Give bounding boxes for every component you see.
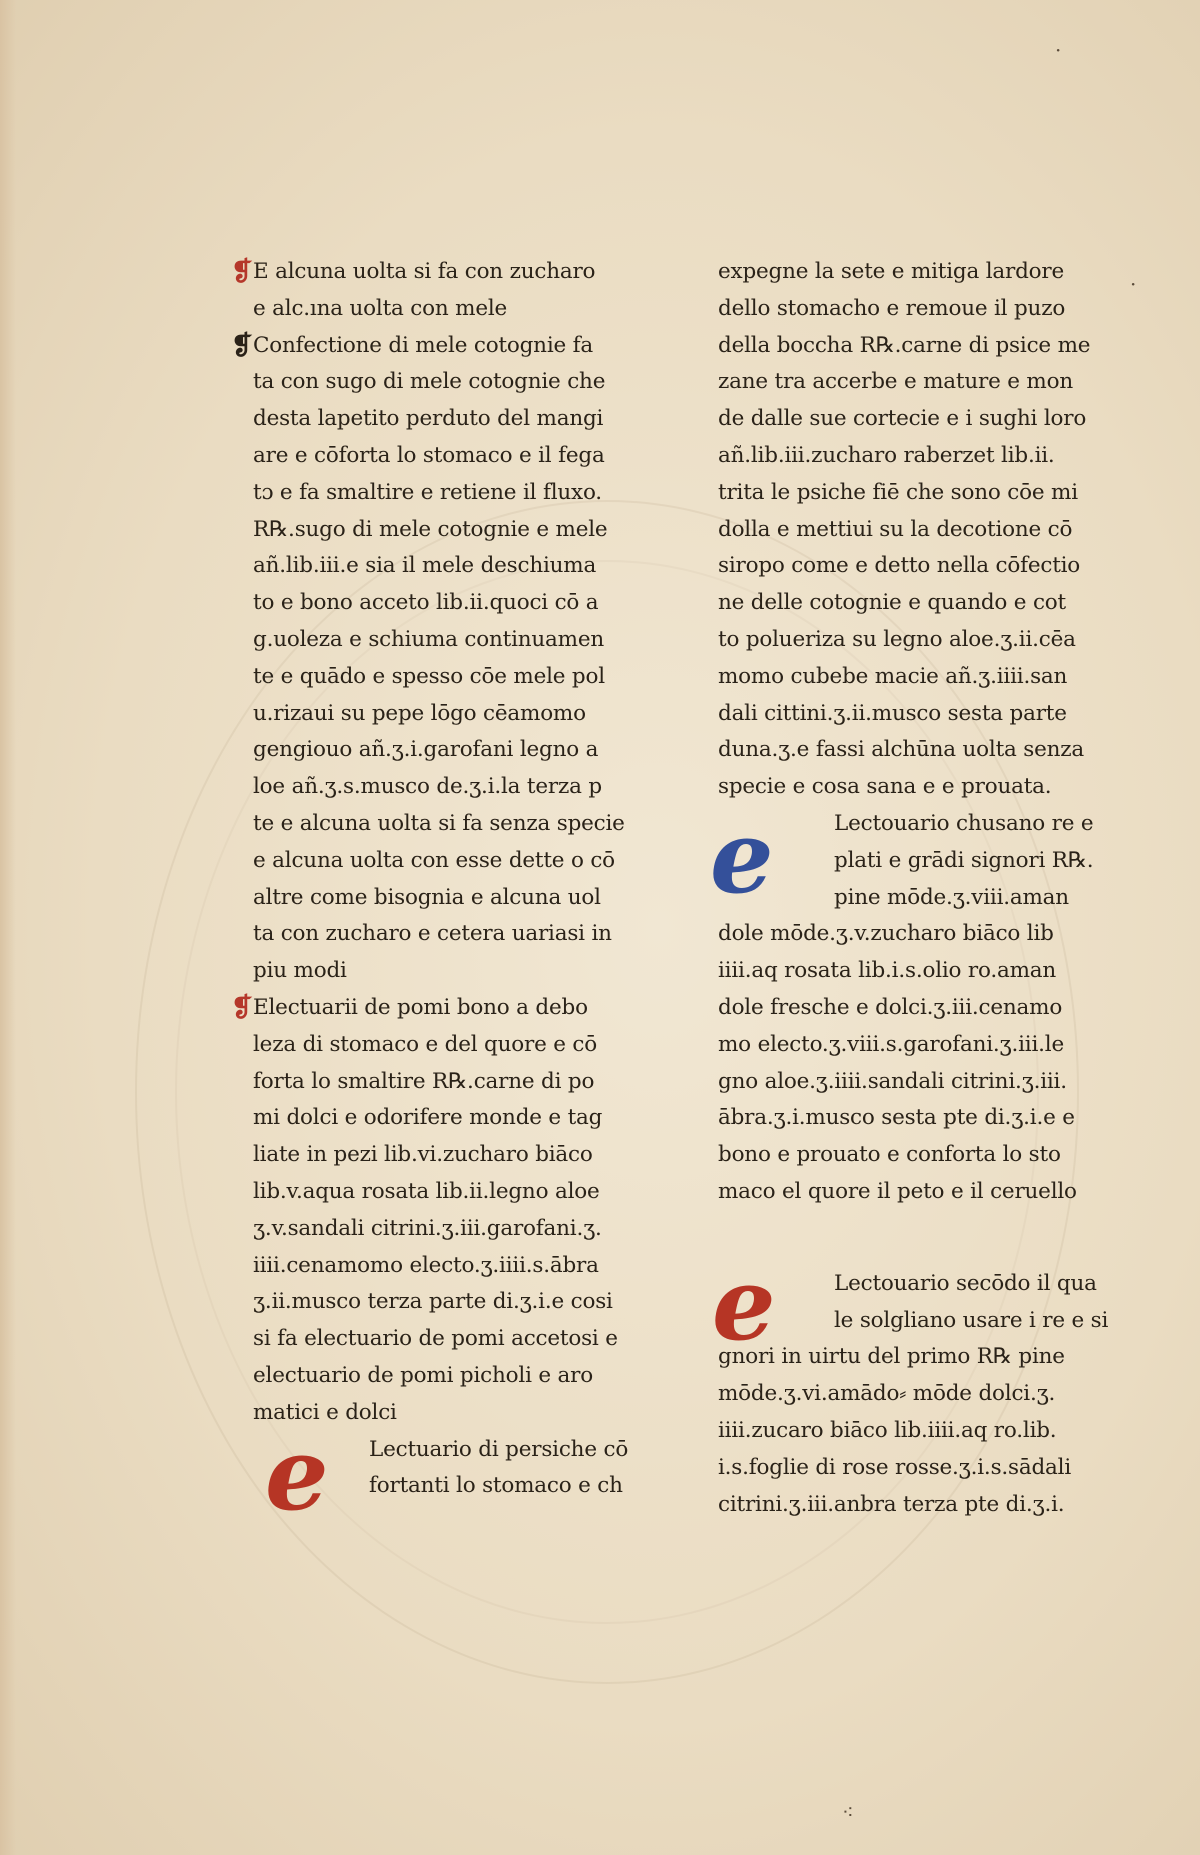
text-line: plati e grādi signori R℞. xyxy=(834,847,1094,873)
text-line: e alc.ına uolta con mele xyxy=(253,295,508,321)
text-line: ne delle cotognie e quando e cot xyxy=(718,590,1066,616)
line-text: Electuarii de pomi bono a debo xyxy=(253,994,588,1020)
text-line: zane tra accerbe e mature e mon xyxy=(718,369,1073,395)
line-text: Confectione di mele cotognie fa xyxy=(253,332,594,358)
text-line: expegne la sete e mitiga lardore xyxy=(718,259,1065,284)
text-line: trita le psiche fiē che sono cōe mi xyxy=(718,479,1078,505)
text-line: lib.v.aqua rosata lib.ii.legno aloe xyxy=(253,1178,600,1204)
text-line: siropo come e detto nella cōfectio xyxy=(718,553,1081,579)
text-line xyxy=(231,254,673,291)
text-line: dole fresche e dolci.ʒ.iii.cenamo xyxy=(718,994,1063,1020)
text-line: fortanti lo stomaco e ch xyxy=(369,1473,623,1499)
page-edge xyxy=(0,0,16,1855)
page-mark-dot: · xyxy=(1055,38,1062,62)
text-line: le solgliano usare i re e si xyxy=(834,1307,1109,1333)
paragraph-mark-icon: ❡ xyxy=(231,330,253,361)
page-mark-dot: ⁖ xyxy=(842,1800,854,1824)
text-line: Lectouario chusano re e xyxy=(834,810,1094,836)
text-line: della boccha R℞.carne di psice me xyxy=(718,332,1091,358)
text-line: ta con sugo di mele cotognie che xyxy=(253,369,606,395)
text-line: altre come bisognia e alcuna uol xyxy=(253,884,601,910)
text-line: iiii.zucaro biāco lib.iiii.aq ro.lib. xyxy=(718,1417,1057,1443)
text-line: leza di stomaco e del quore e cō xyxy=(253,1031,597,1057)
text-line: dolla e mettiui su la decotione cō xyxy=(718,516,1073,542)
page-mark-dot: · xyxy=(1130,272,1137,296)
text-line: dello stomacho e remoue il puzo xyxy=(718,295,1066,321)
text-line: te e alcuna uolta si fa senza specie xyxy=(253,810,625,836)
text-line: mōde.ʒ.vi.amādo⸗ mōde dolci.ʒ. xyxy=(718,1381,1056,1407)
text-line: bono e prouato e conforta lo sto xyxy=(718,1142,1061,1168)
text-line: dole mōde.ʒ.v.zucharo biāco lib xyxy=(718,921,1054,947)
text-line: Lectuario di persiche cō xyxy=(369,1436,629,1462)
text-line: citrini.ʒ.iii.anbra terza pte di.ʒ.i. xyxy=(718,1491,1065,1517)
text-line: e alcuna uolta con esse dette o cō xyxy=(253,847,615,873)
text-line: electuario de pomi picholi e aro xyxy=(253,1362,593,1388)
text-line: mi dolci e odorifere monde e tag xyxy=(253,1105,603,1131)
line-text: E alcuna uolta si fa con zucharo xyxy=(253,259,596,284)
text-line: momo cubebe macie añ.ʒ.iiii.san xyxy=(718,663,1068,689)
decorated-initial-red: e xyxy=(712,1245,776,1363)
text-line: liate in pezi lib.vi.zucharo biāco xyxy=(253,1142,593,1168)
rubric-pilcrow-icon: ❡ xyxy=(231,992,253,1023)
text-line xyxy=(231,990,673,1027)
text-line: dali cittini.ʒ.ii.musco sesta parte xyxy=(718,700,1067,726)
text-line: ta con zucharo e cetera uariasi in xyxy=(253,921,612,947)
text-line: tɔ e fa smaltire e retiene il fluxo. xyxy=(253,479,602,505)
text-line: are e cōforta lo stomaco e il fega xyxy=(253,442,605,468)
text-line: ʒ.ii.musco terza parte di.ʒ.i.e cosi xyxy=(253,1289,613,1315)
text-line: gno aloe.ʒ.iiii.sandali citrini.ʒ.iii. xyxy=(718,1068,1067,1094)
text-line: forta lo smaltire R℞.carne di po xyxy=(253,1068,595,1094)
text-line: si fa electuario de pomi accetosi e xyxy=(253,1326,618,1352)
text-line: gnori in uirtu del primo R℞ pine xyxy=(718,1344,1065,1370)
text-line: gengiouo añ.ʒ.i.garofani legno a xyxy=(253,737,599,763)
text-line: g.uoleza e schiuma continuamen xyxy=(253,626,605,652)
text-line: to polueriza su legno aloe.ʒ.ii.cēa xyxy=(718,626,1076,652)
left-text-column xyxy=(231,254,673,1533)
text-line: desta lapetito perduto del mangi xyxy=(253,406,604,432)
text-line: maco el quore il peto e il ceruello xyxy=(718,1178,1077,1204)
text-line: iiii.cenamomo electo.ʒ.iiii.s.ābra xyxy=(253,1252,599,1278)
text-line: iiii.aq rosata lib.i.s.olio ro.aman xyxy=(718,958,1057,984)
text-line: u.rizaui su pepe lōgo cēamomo xyxy=(253,700,586,726)
text-line: piu modi xyxy=(253,958,347,984)
rubric-pilcrow-icon: ❡ xyxy=(231,257,253,287)
text-line: ʒ.v.sandali citrini.ʒ.iii.garofani.ʒ. xyxy=(253,1215,602,1241)
text-line: pine mōde.ʒ.viii.aman xyxy=(834,884,1069,910)
text-line: to e bono acceto lib.ii.quoci cō a xyxy=(253,590,599,616)
text-line: añ.lib.iii.e sia il mele deschiuma xyxy=(253,553,597,579)
text-line: Lectouario secōdo il qua xyxy=(834,1270,1097,1296)
text-line xyxy=(231,328,673,365)
decorated-initial-blue: e xyxy=(710,798,774,916)
text-line: te e quādo e spesso cōe mele pol xyxy=(253,663,605,689)
text-line: mo electo.ʒ.viii.s.garofani.ʒ.iii.le xyxy=(718,1031,1064,1057)
text-line: duna.ʒ.e fassi alchūna uolta senza xyxy=(718,737,1085,763)
text-line: matici e dolci xyxy=(253,1399,397,1425)
text-line: R℞.sugo di mele cotognie e mele xyxy=(253,516,608,542)
text-line: de dalle sue cortecie e i sughi loro xyxy=(718,406,1087,432)
text-line: loe añ.ʒ.s.musco de.ʒ.i.la terza p xyxy=(253,774,602,800)
text-line: i.s.foglie di rose rosse.ʒ.i.s.sādali xyxy=(718,1454,1072,1480)
section-gap xyxy=(718,1211,1138,1266)
text-line: ābra.ʒ.i.musco sesta pte di.ʒ.i.e e xyxy=(718,1105,1075,1131)
text-line: añ.lib.iii.zucharo raberzet lib.ii. xyxy=(718,442,1055,468)
text-line: specie e cosa sana e e prouata. xyxy=(718,774,1052,800)
right-text-column xyxy=(710,254,1138,1523)
decorated-initial-red: e xyxy=(265,1415,329,1533)
